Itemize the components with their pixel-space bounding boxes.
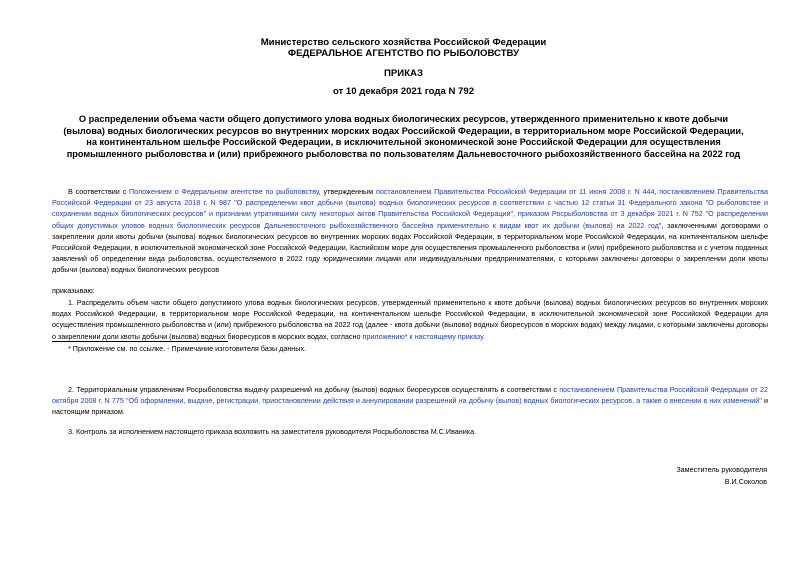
order-word: приказываю: (52, 286, 95, 295)
footnote: * Приложение см. по ссылке. - Примечание изготовителя базы данных. (68, 344, 307, 353)
document-date-number: от 10 декабря 2021 года N 792 (332, 86, 475, 97)
link-appendix[interactable]: приложению (362, 331, 405, 341)
item-2-tail: и настоящим приказом. (52, 396, 769, 417)
document-title: О распределении объема части общего допустимого улова водных биологических ресурсов, утвержденного применительно к квоте добычи (вылова) водных биологических ресурсов во внутренних морских водах Российской Федерации, в территориальном море Российской Федерации, на континентальном шельфе Российской Федерации, в исключительной экономической зоне Российской Федерации для осуществления промышленного рыболовства и (или) прибрежного рыболовства по пользователям Дальневосточного рыбохозяйственного бассейна на 2022 год (63, 114, 744, 159)
item-3: 3. Контроль за исполнением настоящего приказа возложить на заместителя руководителя Росрыболовства М.С.Иваника. (68, 427, 477, 436)
footnote-divider (52, 341, 228, 342)
agency-name: ФЕДЕРАЛЬНОЕ АГЕНТСТВО ПО РЫБОЛОВСТВУ (287, 48, 520, 59)
link-agency-regulation[interactable]: Положением о Федеральном агентстве по рыболовству (128, 187, 319, 196)
document-type: ПРИКАЗ (384, 68, 423, 79)
link-resolution-987[interactable]: постановлением Правительства Российской Федерации от 23 августа 2018 г. N 987 "О распределении квот добычи (вылова) водных биологических ресурсов в соответствии с частью 12 статьи 31 Федерального закона "О рыболовстве и сохранении водных биологических ресурсов" и признании утратившими силу некоторых актов Правительства Российской Федерации" (52, 187, 768, 219)
item-1-tail[interactable]: * к настоящему приказу. (404, 331, 486, 341)
item-2 (52, 384, 768, 418)
item-2-text: 2. Территориальным управлениям Росрыболовства выдачу разрешений на добычу (вылов) водных биоресурсов осуществлять в соответствии с (68, 385, 560, 394)
preamble-text-3: , (654, 187, 660, 196)
preamble-text-1: В соответствии с (68, 187, 129, 196)
preamble-paragraph (52, 186, 768, 276)
preamble-text-2: , утвержденным (318, 187, 376, 196)
preamble-text-5: , заключенными договорами о закреплении доли квоты добычи (вылова) водных биологических ресурсов во внутренних морских водах Российской Федерации, в территориальном море Российской Федерации, на континентальном шельфе Российской Федерации, в исключительной экономической зоне Российской Федерации, Каспийском море для осуществления промышленного рыболовства и (или) прибрежного рыболовства и с учетом поданных заявлений об определении вида рыболовства, осуществляемого в 2022 году юридическими лицами или индивидуальными предпринимателями, с которыми заключены договоры о закреплении доли квоты добычи (вылова) водных биологических ресурсов (52, 220, 768, 275)
item-1 (52, 297, 768, 342)
signatory-position: Заместитель руководителя (676, 465, 767, 474)
signatory-name: В.И.Соколов (724, 477, 767, 486)
link-resolution-775[interactable]: постановлением Правительства Российской Федерации от 22 октября 2008 г. N 775 "Об оформлении, выдаче, регистрации, приостановлении действия и аннулировании разрешений на добычу (вылов) водных биологических ресурсов, а также о внесении в них изменений" (52, 385, 768, 406)
item-1-text: 1. Распределить объем части общего допустимого улова водных биологических ресурсов, утвержденный применительно к квоте добычи (вылова) водных биологических ресурсов во внутренних морских водах Российской Федерации, в территориальном море Российской Федерации, на континентальном шельфе Российской Федерации, в исключительной экономической зоне Российской Федерации для осуществления промышленного рыболовства и (или) прибрежного рыболовства на 2022 год (далее - квота добычи (вылова) водных биоресурсов в морских водах) между лицами, с которыми заключены договоры о закреплении доли квоты добычи (вылова) водных биоресурсов в морских водах, согласно (52, 298, 768, 341)
link-order-752[interactable]: , приказом Росрыболовства от 3 декабря 2021 г. N 752 "О распределении общих допустимых уловов водных биологических ресурсов Дальневосточного рыбохозяйственного бассейна применительно к видам квот их добычи (вылова) на 2022 год" (52, 209, 769, 230)
ministry-name: Министерство сельского хозяйства Российской Федерации (260, 37, 547, 48)
link-resolution-444[interactable]: постановлением Правительства Российской Федерации от 11 июня 2008 г. N 444 (375, 187, 655, 196)
